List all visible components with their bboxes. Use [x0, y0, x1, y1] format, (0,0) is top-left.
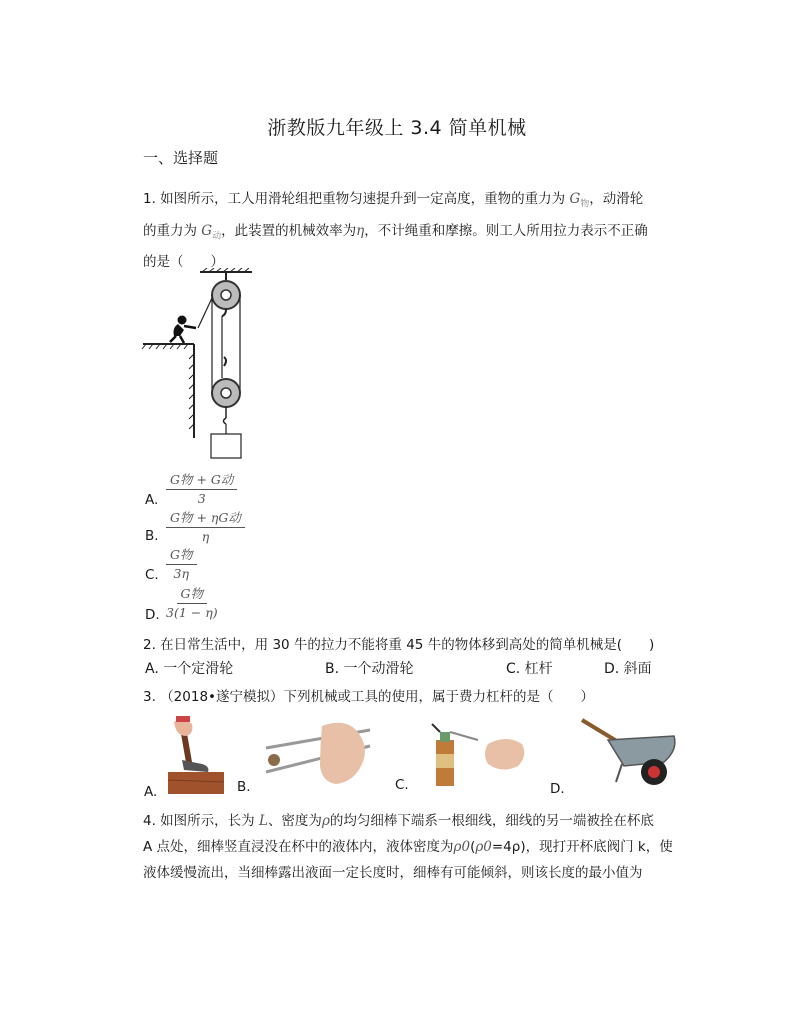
q2-option-b[interactable]: B. 一个动滑轮 [325, 661, 414, 677]
section-heading: 一、选择题 [143, 149, 219, 167]
q2-option-c[interactable]: C. 杠杆 [506, 661, 553, 677]
q1-option-d-label[interactable]: D. [145, 607, 160, 623]
hammer-pulling-nail-image [160, 716, 228, 796]
page-title: 浙教版九年级上 3.4 简单机械 [267, 117, 527, 139]
q3-option-d[interactable]: D. [550, 781, 565, 797]
q3-option-b[interactable]: B. [237, 779, 251, 795]
wheelbarrow-image [578, 714, 682, 790]
chopsticks-image [262, 720, 374, 790]
q1-option-a-formula: G物 + G动 3 [166, 470, 237, 506]
q1-option-d-formula: G物 3(1 − η) [166, 586, 218, 620]
pulley-system-diagram [140, 268, 260, 463]
q1-option-b-label[interactable]: B. [145, 528, 159, 544]
question-1-text: 1. 如图所示，工人用滑轮组把重物匀速提升到一定高度，重物的重力为 $G_物$，动滑轮 的重力为 $G_动$，此装置的机械效率为η，不计绳重和摩擦。则工人所用拉力表示不正确 的是（ ） [143, 191, 648, 271]
bottle-opener-image [422, 718, 530, 788]
q1-option-c-formula: G物 3η [166, 545, 197, 581]
q1-option-c-label[interactable]: C. [145, 567, 159, 583]
q1-option-b-formula: G物 + ηG动 η [166, 508, 245, 544]
q2-option-a[interactable]: A. 一个定滑轮 [145, 661, 234, 677]
q3-option-a[interactable]: A. [144, 784, 158, 800]
q2-option-d[interactable]: D. 斜面 [604, 661, 652, 677]
q3-option-c[interactable]: C. [395, 777, 409, 793]
question-2-text: 2. 在日常生活中，用 30 牛的拉力不能将重 45 牛的物体移到高处的简单机械是( ) [143, 637, 655, 653]
question-3-text: 3. （2018•遂宁模拟）下列机械或工具的使用，属于费力杠杆的是（ ） [143, 689, 594, 705]
q1-option-a-label[interactable]: A. [145, 492, 159, 508]
question-4-text: 4. 如图所示，长为 L、密度为ρ的均匀细棒下端系一根细线，细线的另一端被拴在杯底 A 点处，细棒竖直浸没在杯中的液体内，液体密度为ρ0(ρ0=4ρ)，现打开杯底阀门 k，使 液体缓慢流出，当细棒露出液面一定长度时，细棒有可能倾斜，则该长度的最小值为 [143, 813, 673, 881]
